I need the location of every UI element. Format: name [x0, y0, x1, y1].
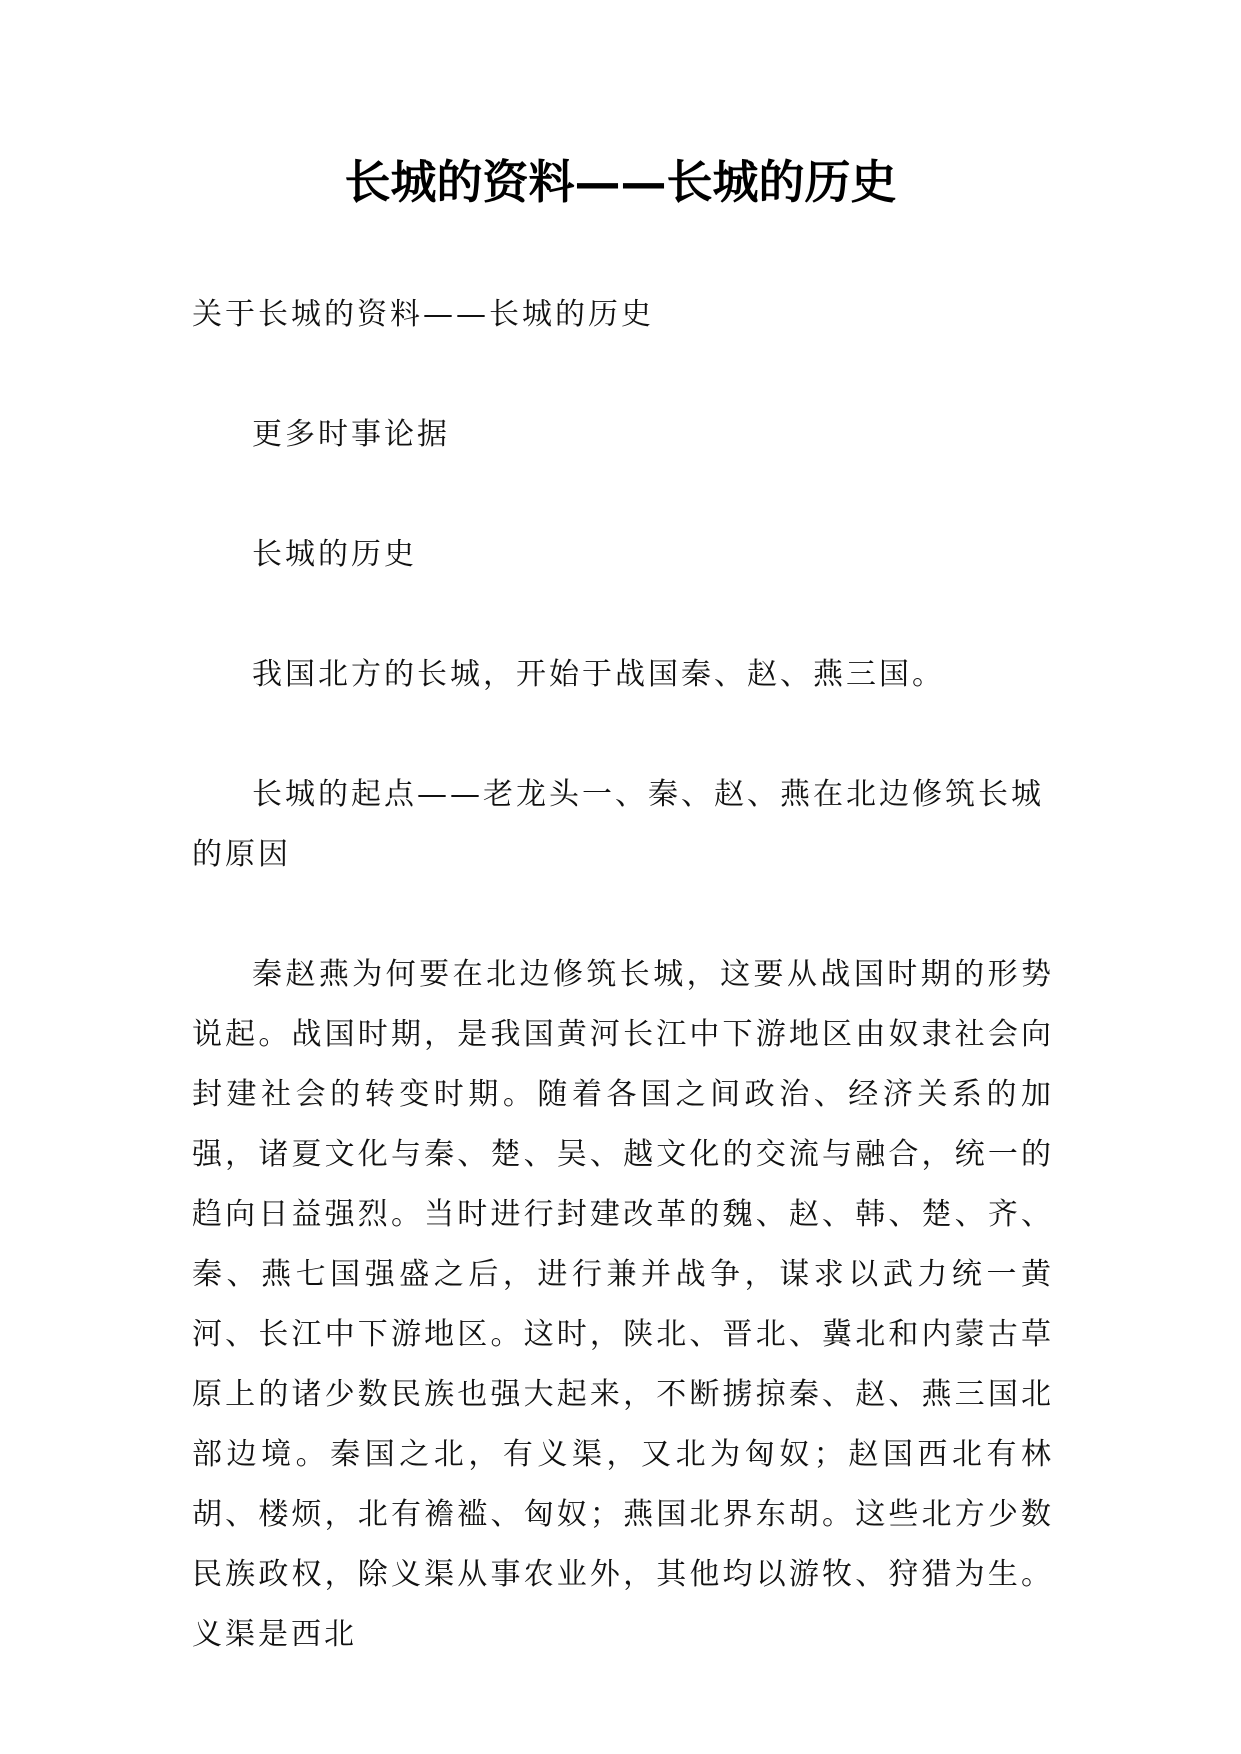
paragraph-starting-point: 长城的起点——老龙头一、秦、赵、燕在北边修筑长城的原因 [192, 777, 1044, 872]
paragraph-history-detail: 秦赵燕为何要在北边修筑长城，这要从战国时期的形势说起。战国时期，是我国黄河长江中下游地区由奴隶社会向封建社会的转变时期。随着各国之间政治、经济关系的加强，诸夏文化与秦、楚、吴、越文化的交流与融合，统一的趋向日益强烈。当时进行封建改革的魏、赵、韩、楚、齐、秦、燕七国强盛之后，进行兼并战争，谋求以武力统一黄河、长江中下游地区。这时，陕北、晋北、冀北和内蒙古草原上的诸少数民族也强大起来，不断掳掠秦、赵、燕三国北部边境。秦国之北，有义渠，又北为匈奴；赵国西北有林胡、楼烦，北有襜褴、匈奴；燕国北界东胡。这些北方少数民族政权，除义渠从事农业外，其他均以游牧、狩猎为生。义渠是西北 [192, 957, 1054, 1652]
paragraph-section-heading: 长城的历史 [252, 537, 417, 572]
paragraph-intro: 关于长城的资料——长城的历史 [192, 297, 654, 332]
paragraph-more-arguments: 更多时事论据 [252, 417, 450, 452]
document-title: 长城的资料——长城的历史 [344, 155, 897, 209]
document-body [192, 285, 1054, 1725]
paragraph-origin: 我国北方的长城，开始于战国秦、赵、燕三国。 [252, 657, 945, 692]
